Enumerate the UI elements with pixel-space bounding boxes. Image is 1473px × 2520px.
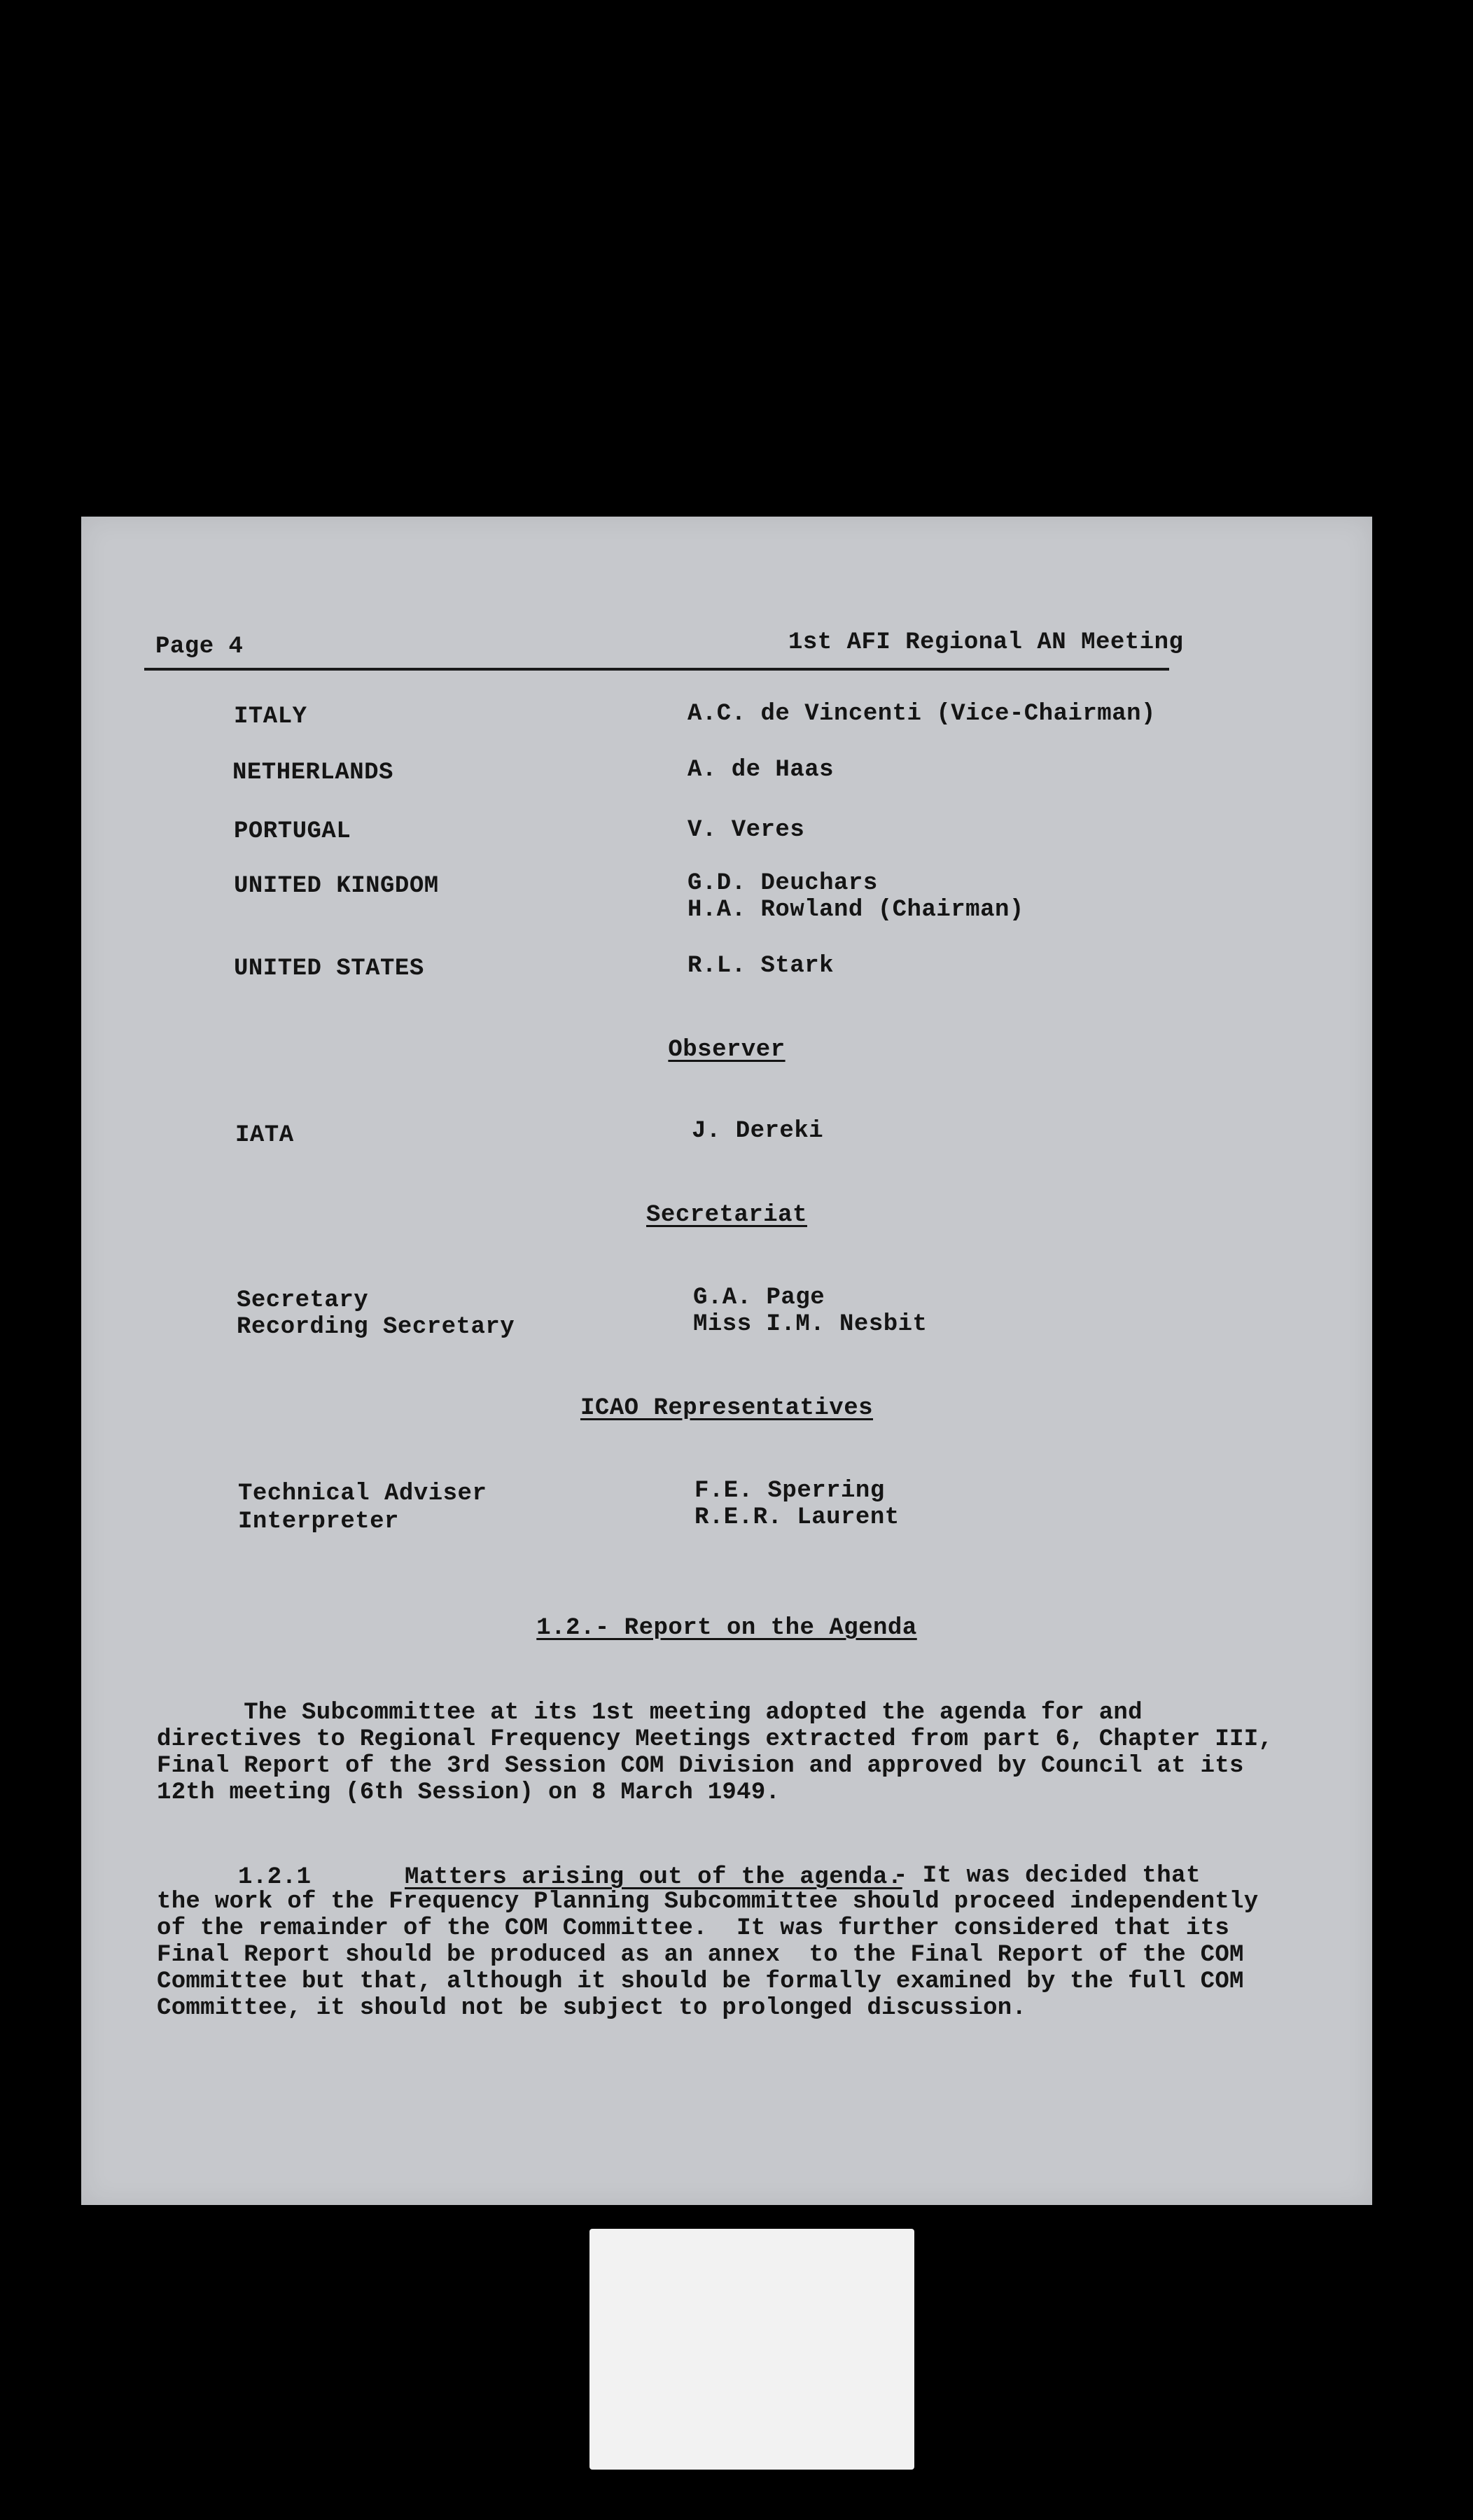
observer-name: J. Dereki (692, 1118, 824, 1144)
country-us: UNITED STATES (234, 955, 424, 982)
meeting-title: 1st AFI Regional AN Meeting (788, 629, 1184, 656)
agenda-heading: 1.2.- Report on the Agenda (536, 1615, 917, 1642)
delegate-us: R.L. Stark (687, 953, 835, 979)
sub-section-lead: - It was decided that (893, 1863, 1201, 1889)
name-interpreter: R.E.R. Laurent (694, 1504, 900, 1531)
observer-heading: Observer (668, 1037, 786, 1063)
agenda-para-line-1: The Subcommittee at its 1st meeting adopted the agenda for and (157, 1700, 1143, 1726)
page-number: Page 4 (155, 634, 244, 660)
blank-card (589, 2229, 914, 2470)
country-portugal: PORTUGAL (234, 818, 351, 845)
delegate-uk-2: H.A. Rowland (Chairman) (687, 897, 1024, 923)
sub-para-line-2: of the remainder of the COM Committee. It was further considered that its (157, 1915, 1230, 1942)
secretariat-heading: Secretariat (646, 1202, 807, 1228)
sub-para-line-3: Final Report should be produced as an annex to the Final Report of the COM (157, 1942, 1244, 1968)
role-secretary: Secretary (237, 1287, 369, 1314)
icao-heading: ICAO Representatives (580, 1395, 874, 1422)
delegate-portugal: V. Veres (687, 817, 805, 844)
agenda-para-line-3: Final Report of the 3rd Session COM Division and approved by Council at its (157, 1753, 1244, 1779)
sub-section-number: 1.2.1 (238, 1864, 312, 1891)
header-rule (144, 668, 1169, 671)
observer-org: IATA (235, 1122, 294, 1149)
delegate-uk-1: G.D. Deuchars (687, 870, 878, 897)
name-recording-secretary: Miss I.M. Nesbit (693, 1311, 928, 1338)
name-secretary: G.A. Page (693, 1284, 825, 1311)
sub-para-line-1: the work of the Frequency Planning Subcommittee should proceed independently (157, 1889, 1259, 1915)
sub-para-line-4: Committee but that, although it should be formally examined by the full COM (157, 1968, 1244, 1995)
agenda-para-line-4: 12th meeting (6th Session) on 8 March 1949. (157, 1779, 781, 1806)
country-uk: UNITED KINGDOM (234, 873, 439, 899)
country-netherlands: NETHERLANDS (232, 760, 393, 786)
agenda-para-line-2: directives to Regional Frequency Meetings extracted from part 6, Chapter III, (157, 1726, 1273, 1753)
country-italy: ITALY (234, 704, 307, 730)
role-interpreter: Interpreter (238, 1508, 399, 1535)
name-technical-adviser: F.E. Sperring (694, 1478, 885, 1504)
role-recording-secretary: Recording Secretary (237, 1314, 515, 1340)
role-technical-adviser: Technical Adviser (238, 1480, 487, 1507)
delegate-italy: A.C. de Vincenti (Vice-Chairman) (687, 701, 1156, 727)
sub-section-title: Matters arising out of the agenda. (405, 1864, 902, 1891)
sub-para-line-5: Committee, it should not be subject to prolonged discussion. (157, 1995, 1027, 2022)
delegate-netherlands: A. de Haas (687, 757, 835, 783)
